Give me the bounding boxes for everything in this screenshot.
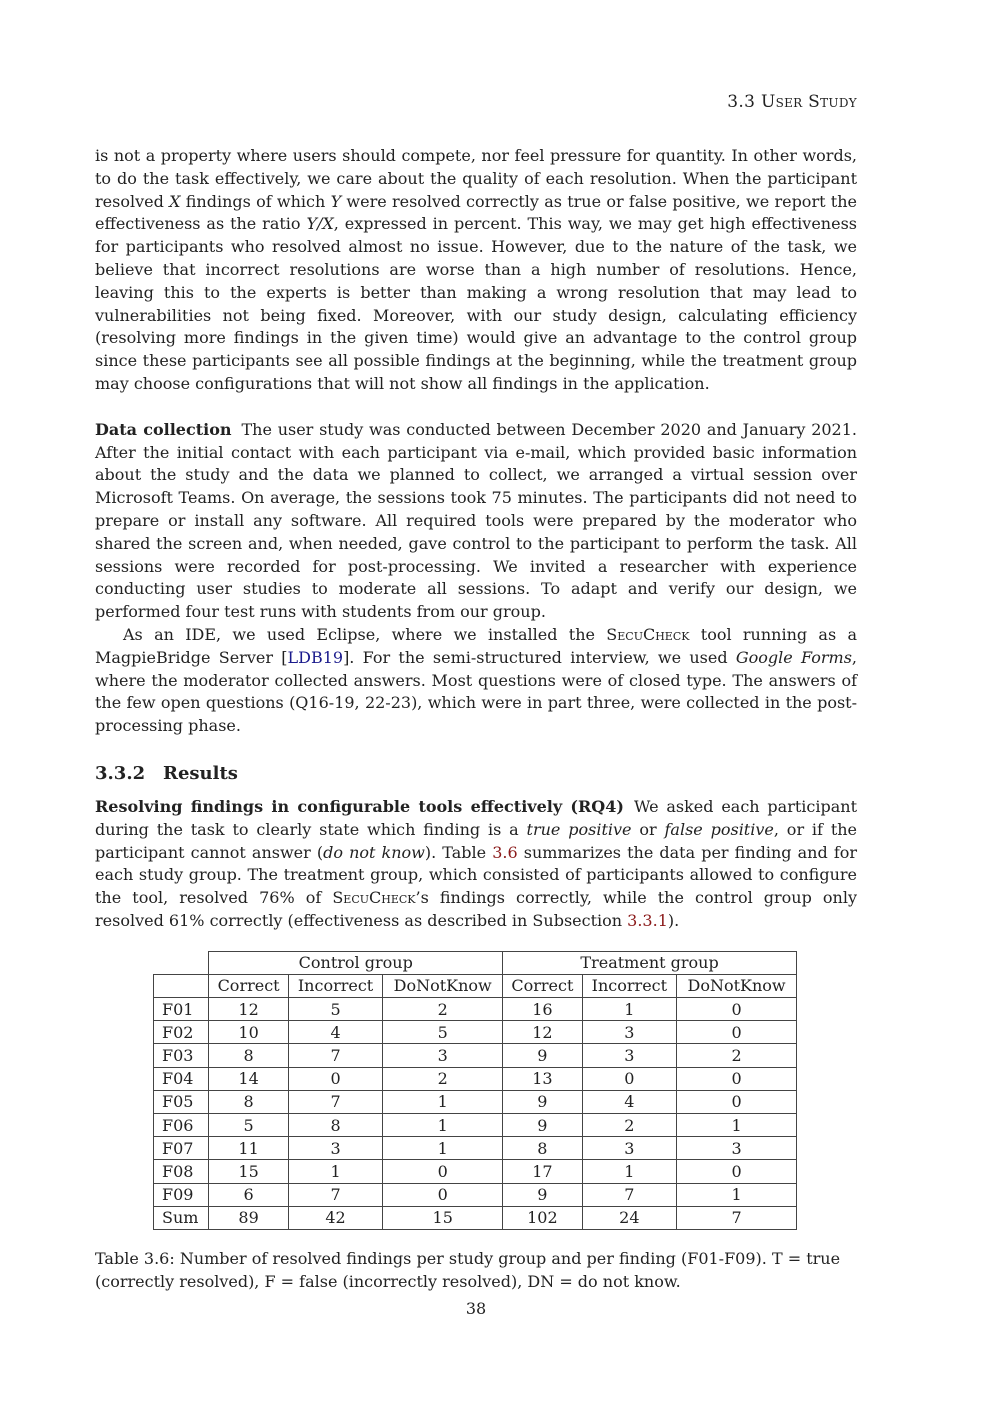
table-cell: 4 (288, 1021, 382, 1044)
table-cell: 0 (677, 1160, 797, 1183)
table-cell: 89 (209, 1206, 289, 1229)
table-cell: 3 (582, 1044, 676, 1067)
google-forms-text: Google Forms (735, 647, 852, 667)
caption-text: Number of resolved findings per study group and per finding (F01-F09). T = true (correctly resolved), F = false (incorrectly resolved), DN = do not know. (95, 1248, 841, 1291)
data-collection-heading: Data collection (95, 419, 232, 439)
table-cell: 2 (582, 1114, 676, 1137)
column-header-row (154, 974, 797, 997)
table-cell: 1 (582, 1160, 676, 1183)
table-cell: 1 (582, 998, 676, 1021)
table-cell: 12 (503, 1021, 583, 1044)
table-cell: 6 (209, 1183, 289, 1206)
intro-text-4: , expressed in percent. This way, we may get high effectiveness for participants who resolved almost no issue. However, due to the nature of the task, we believe that incorrect resolutions are worse than a high number of resolutions. Hence, leaving this to the experts is better than making a wrong resolution that may lead to vulnerabilities not being fixed. Moreover, with our study design, calculating efficiency (resolving more findings in the given time) would give an advantage to the control group since these participants see all possible findings at the beginning, while the treatment group may choose configurations that will not show all findings in the application. (95, 214, 857, 393)
column-header: DoNotKnow (677, 974, 797, 997)
row-label: F09 (154, 1183, 209, 1206)
table-cell: 4 (582, 1090, 676, 1113)
table-cell: 1 (677, 1114, 797, 1137)
intro-paragraph (95, 145, 857, 396)
section-heading (95, 762, 857, 786)
table-cell: 1 (288, 1160, 382, 1183)
table-cell: 7 (288, 1183, 382, 1206)
column-header: Incorrect (288, 974, 382, 997)
table-body (154, 998, 797, 1230)
table-cell: 5 (209, 1114, 289, 1137)
rq4-text-4: ). Table (424, 842, 493, 862)
row-label: F02 (154, 1021, 209, 1044)
caption-label: Table 3.6: (95, 1248, 175, 1268)
table-cell: 0 (383, 1183, 503, 1206)
header-section-number: 3.3 (727, 92, 756, 112)
rq4-paragraph (95, 796, 857, 933)
rq4-text-3: , or if the participant cannot answer ( (95, 819, 858, 862)
table-cell: 15 (209, 1160, 289, 1183)
rq4-heading: Resolving findings in configurable tools effectively (RQ4) (95, 796, 624, 816)
row-label: F03 (154, 1044, 209, 1067)
table-ref-link[interactable]: 3.6 (492, 842, 518, 862)
ide-text-1: As an IDE, we used Eclipse, where we installed the (123, 624, 607, 644)
table-cell: 0 (677, 998, 797, 1021)
table-cell: 0 (383, 1160, 503, 1183)
table-cell: 7 (288, 1044, 382, 1067)
table-cell: 0 (677, 1090, 797, 1113)
row-label: F01 (154, 998, 209, 1021)
table-cell: 15 (383, 1206, 503, 1229)
table-cell: 9 (503, 1044, 583, 1067)
table-cell: 7 (677, 1206, 797, 1229)
table-cell: 7 (582, 1183, 676, 1206)
table-row (154, 1067, 797, 1090)
table-cell: 5 (288, 998, 382, 1021)
row-label: F06 (154, 1114, 209, 1137)
variable-y: Y (330, 191, 342, 211)
table-row (154, 998, 797, 1021)
subsection-ref-link[interactable]: 3.3.1 (627, 910, 668, 930)
table-row (154, 1160, 797, 1183)
results-table-wrapper (153, 951, 857, 1230)
table-cell: 2 (677, 1044, 797, 1067)
table-cell: 3 (288, 1137, 382, 1160)
page-number: 38 (465, 1299, 487, 1318)
table-cell: 8 (503, 1137, 583, 1160)
table-cell: 16 (503, 998, 583, 1021)
do-not-know-term: do not know (323, 842, 425, 862)
table-cell: 1 (383, 1137, 503, 1160)
table-cell: 0 (288, 1067, 382, 1090)
column-header: Incorrect (582, 974, 676, 997)
group-header-row (154, 951, 797, 974)
true-positive-term: true positive (526, 819, 632, 839)
tool-name: SecuCheck (606, 624, 690, 644)
table-cell: 0 (677, 1021, 797, 1044)
rq4-text-5: summarizes the data per finding and for each study group. The treatment group, which consisted of participants allowed to configure the tool, resolved 76% of (95, 842, 858, 908)
column-header: DoNotKnow (383, 974, 503, 997)
table-cell: 14 (209, 1067, 289, 1090)
results-table (153, 951, 797, 1230)
table-cell: 2 (383, 1067, 503, 1090)
page-body (95, 145, 857, 1294)
row-label: Sum (154, 1206, 209, 1229)
header-section-title: User Study (760, 92, 857, 112)
row-label-header (154, 974, 209, 997)
table-cell: 11 (209, 1137, 289, 1160)
table-cell: 3 (677, 1137, 797, 1160)
table-cell: 9 (503, 1114, 583, 1137)
table-row (154, 1137, 797, 1160)
tool-name: SecuCheck (332, 888, 416, 908)
table-cell: 17 (503, 1160, 583, 1183)
corner-cell (154, 951, 209, 974)
table-cell: 8 (209, 1090, 289, 1113)
ide-paragraph (95, 624, 857, 738)
table-cell: 9 (503, 1183, 583, 1206)
table-cell: 1 (383, 1090, 503, 1113)
table-cell: 3 (582, 1021, 676, 1044)
table-row (154, 1183, 797, 1206)
table-cell: 5 (383, 1021, 503, 1044)
section-number: 3.3.2 (95, 762, 146, 784)
table-cell: 0 (677, 1067, 797, 1090)
row-label: F08 (154, 1160, 209, 1183)
column-header: Correct (209, 974, 289, 997)
false-positive-term: false positive (664, 819, 774, 839)
table-cell: 3 (582, 1137, 676, 1160)
table-cell: 7 (288, 1090, 382, 1113)
table-cell: 2 (383, 998, 503, 1021)
ide-text-2: tool running as a MagpieBridge Server [ (95, 624, 858, 667)
table-cell: 13 (503, 1067, 583, 1090)
control-group-header: Control group (209, 951, 503, 974)
intro-text-2: findings of which (180, 191, 331, 211)
section-title: Results (163, 762, 238, 784)
row-label: F04 (154, 1067, 209, 1090)
table-cell: 24 (582, 1206, 676, 1229)
table-caption (95, 1248, 857, 1294)
treatment-group-header: Treatment group (503, 951, 797, 974)
citation-link[interactable]: LDB19 (287, 647, 344, 667)
rq4-text-7: ). (667, 910, 680, 930)
table-cell: 42 (288, 1206, 382, 1229)
rq4-text-1: We asked each participant during the task to clearly state which finding is a (95, 796, 857, 839)
table-row (154, 1044, 797, 1067)
table-cell: 8 (288, 1114, 382, 1137)
table-cell: 12 (209, 998, 289, 1021)
column-header: Correct (503, 974, 583, 997)
table-row (154, 1090, 797, 1113)
table-cell: 3 (383, 1044, 503, 1067)
rq4-text-2: or (631, 819, 665, 839)
ide-text-4: , where the moderator collected answers. Most questions were of closed type. The answers of the few open questions (Q16-19, 22-23), which were in part three, were collected in the post-processing phase. (95, 647, 858, 736)
table-cell: 1 (677, 1183, 797, 1206)
row-label: F05 (154, 1090, 209, 1113)
table-cell: 10 (209, 1021, 289, 1044)
table-row (154, 1021, 797, 1044)
table-cell: 0 (582, 1067, 676, 1090)
table-cell: 102 (503, 1206, 583, 1229)
rq4-text-6: ’s findings correctly, while the control group only resolved 61% correctly (effectiveness as described in Subsection (95, 888, 857, 930)
variable-x: X (169, 191, 181, 211)
table-row (154, 1206, 797, 1229)
table-cell: 9 (503, 1090, 583, 1113)
intro-text-3: were resolved correctly as true or false positive, we report the effectiveness as the ratio (95, 191, 857, 234)
running-header (727, 92, 857, 112)
intro-text-1: is not a property where users should compete, nor feel pressure for quantity. In other words, to do the task effectively, we care about the quality of each resolution. When the participant resolved (95, 146, 857, 211)
table-row (154, 1114, 797, 1137)
ide-text-3: ]. For the semi-structured interview, we used (343, 647, 736, 667)
table-cell: 8 (209, 1044, 289, 1067)
table-cell: 1 (383, 1114, 503, 1137)
data-collection-paragraph (95, 419, 857, 624)
data-collection-text: The user study was conducted between December 2020 and January 2021. After the initial contact with each participant via e-mail, which provided basic information about the study and the data we planned to collect, we arranged a virtual session over Microsoft Teams. On average, the sessions took 75 minutes. The participants did not need to prepare or install any software. All required tools were prepared by the moderator who shared the screen and, when needed, gave control to the participant to perform the task. All sessions were recorded for post-processing. We invited a researcher with experience conducting user studies to moderate all sessions. To adapt and verify our design, we performed four test runs with students from our group. (95, 419, 857, 622)
row-label: F07 (154, 1137, 209, 1160)
ratio-expression: Y/X (306, 214, 334, 234)
